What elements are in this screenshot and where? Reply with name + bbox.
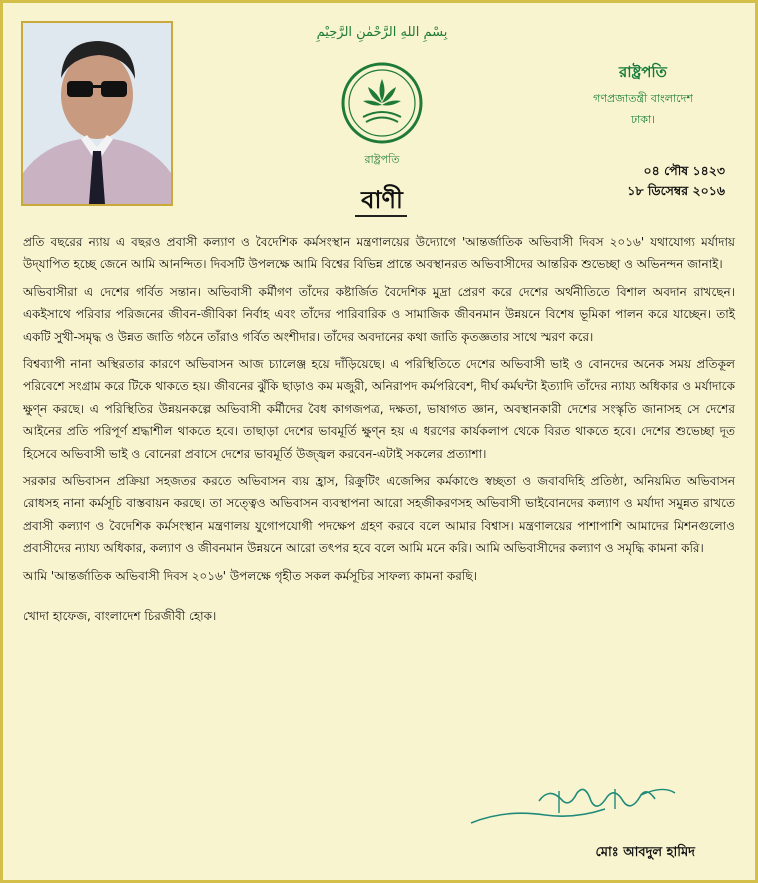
page-title: বাণী xyxy=(361,186,403,214)
office-block xyxy=(563,61,723,130)
office-city: ঢাকা। xyxy=(630,113,656,126)
seal-caption: রাষ্ট্রপতি xyxy=(364,153,400,166)
portrait-photo xyxy=(21,21,173,206)
message-body xyxy=(23,231,735,633)
date-bangla: ০৪ পৌষ ১৪২৩ xyxy=(643,163,725,178)
paragraph-4: সরকার অভিবাসন প্রক্রিয়া সহজতর করতে অভিবাসন ব্যয় হ্রাস, রিক্রুটিং এজেন্সির কর্মকাণ্ডে স্বচ্ছতা ও জবাবদিহি প্রতিষ্ঠা, অনিয়মিত অভিবাসন রোধসহ নানা কর্মসূচি বাস্তবায়ন করছে। তা সত্ত্বেও অভিবাসন ব্যবস্থাপনা আরো সহজীকরণসহ অভিবাসী ভাইবোনদের কল্যাণ ও মর্যাদা সমুন্নত রাখতে প্রবাসী কল্যাণ ও বৈদেশিক কর্মসংস্থান মন্ত্রণালয় যুগোপযোগী পদক্ষেপ গ্রহণ করবে বলে আমার বিশ্বাস। মন্ত্রণালয়ের পাশাপাশি আমাদের মিশনগুলোও প্রবাসীদের ন্যায্য অধিকার, কল্যাণ ও জীবনমান উন্নয়নে আরো তৎপর হবে বলে আমি মনে করি। আমি অভিবাসীদের কল্যাণ ও সমৃদ্ধি কামনা করি। xyxy=(23,474,735,556)
office-title: রাষ্ট্রপতি xyxy=(619,63,667,81)
date-gregorian: ১৮ ডিসেম্বর ২০১৬ xyxy=(627,183,725,198)
closing-line: খোদা হাফেজ, বাংলাদেশ চিরজীবী হোক। xyxy=(23,609,217,624)
paragraph-2: অভিবাসীরা এ দেশের গর্বিত সন্তান। অভিবাসী কর্মীগণ তাঁদের কষ্টার্জিত বৈদেশিক মুদ্রা প্রেরণ করে দেশের অর্থনীতিতে বিশাল অবদান রাখছেন। একইসাথে পরিবার পরিজনের জীবন-জীবিকা নির্বাহ এবং তাঁদের পারিবারিক ও সামাজিক জীবনমান উন্নয়নে বিশেষ ভূমিকা পালন করে যাচ্ছেন। তাই একটি সুখী-সমৃদ্ধ ও উন্নত জাতি গঠনে তাঁরাও গর্বিত অংশীদার। তাঁদের অবদানের কথা জাতি কৃতজ্ঞতার সাথে স্মরণ করে। xyxy=(23,284,735,344)
paragraph-5: আমি 'আন্তর্জাতিক অভিবাসী দিবস ২০১৬' উপলক্ষে গৃহীত সকল কর্মসূচির সাফল্য কামনা করছি। xyxy=(23,568,477,583)
handwritten-signature xyxy=(465,779,715,843)
paragraph-3: বিশ্বব্যাপী নানা অস্থিরতার কারণে অভিবাসন আজ চ্যালেঞ্জ হয়ে দাঁড়িয়েছে। এ পরিস্থিতিতে দেশের অভিবাসী ভাই ও বোনদের অনেক সময় প্রতিকূল পরিবেশে সংগ্রাম করে টিকে থাকতে হয়। জীবনের ঝুঁকি ছাড়াও কম মজুরী, অনিরাপদ কর্মপরিবেশ, দীর্ঘ কর্মঘন্টা ইত্যাদি তাঁদের ন্যায্য অধিকার ও মর্যাদাকে ক্ষুণ্ন করছে। এ পরিস্থিতির উন্নয়নকল্পে অভিবাসী কর্মীদের বৈধ কাগজপত্র, দক্ষতা, ভাষাগত জ্ঞান, অবস্থানকারী দেশের সংস্কৃতি জানাসহ সে দেশের আইনের প্রতি পরিপূর্ণ শ্রদ্ধাশীল থাকতে হবে। তাছাড়া দেশের ভাবমূর্তি ক্ষুণ্ন হয় এ ধরণের কার্যকলাপ থেকে বিরত থাকতে হবে। দেশের শুভেচ্ছা দূত হিসেবে অভিবাসী ভাই ও বোনেরা প্রবাসে দেশের ভাবমূর্তি উজ্জ্বল করবেন-এটাই সকলের প্রত্যাশা। xyxy=(23,357,735,461)
signatory-name: মোঃ আবদুল হামিদ xyxy=(595,845,695,860)
title-underline xyxy=(355,215,407,217)
presidential-seal-emblem xyxy=(333,59,431,175)
paragraph-1: প্রতি বছরের ন্যায় এ বছরও প্রবাসী কল্যাণ ও বৈদেশিক কর্মসংস্থান মন্ত্রণালয়ের উদ্যোগে 'আন্তর্জাতিক অভিবাসী দিবস ২০১৬' যথাযোগ্য মর্যাদায় উদ্‌যাপিত হচ্ছে জেনে আমি আনন্দিত। দিবসটি উপলক্ষে আমি বিশ্বের বিভিন্ন প্রান্তে অবস্থানরত অভিবাসীদের আন্তরিক শুভেচ্ছা ও অভিনন্দন জানাই। xyxy=(23,235,735,272)
office-country: গণপ্রজাতন্ত্রী বাংলাদেশ xyxy=(593,92,693,105)
bismillah-calligraphy: بِسْمِ اللهِ الرَّحْمٰنِ الرَّحِيْمِ xyxy=(316,25,448,40)
